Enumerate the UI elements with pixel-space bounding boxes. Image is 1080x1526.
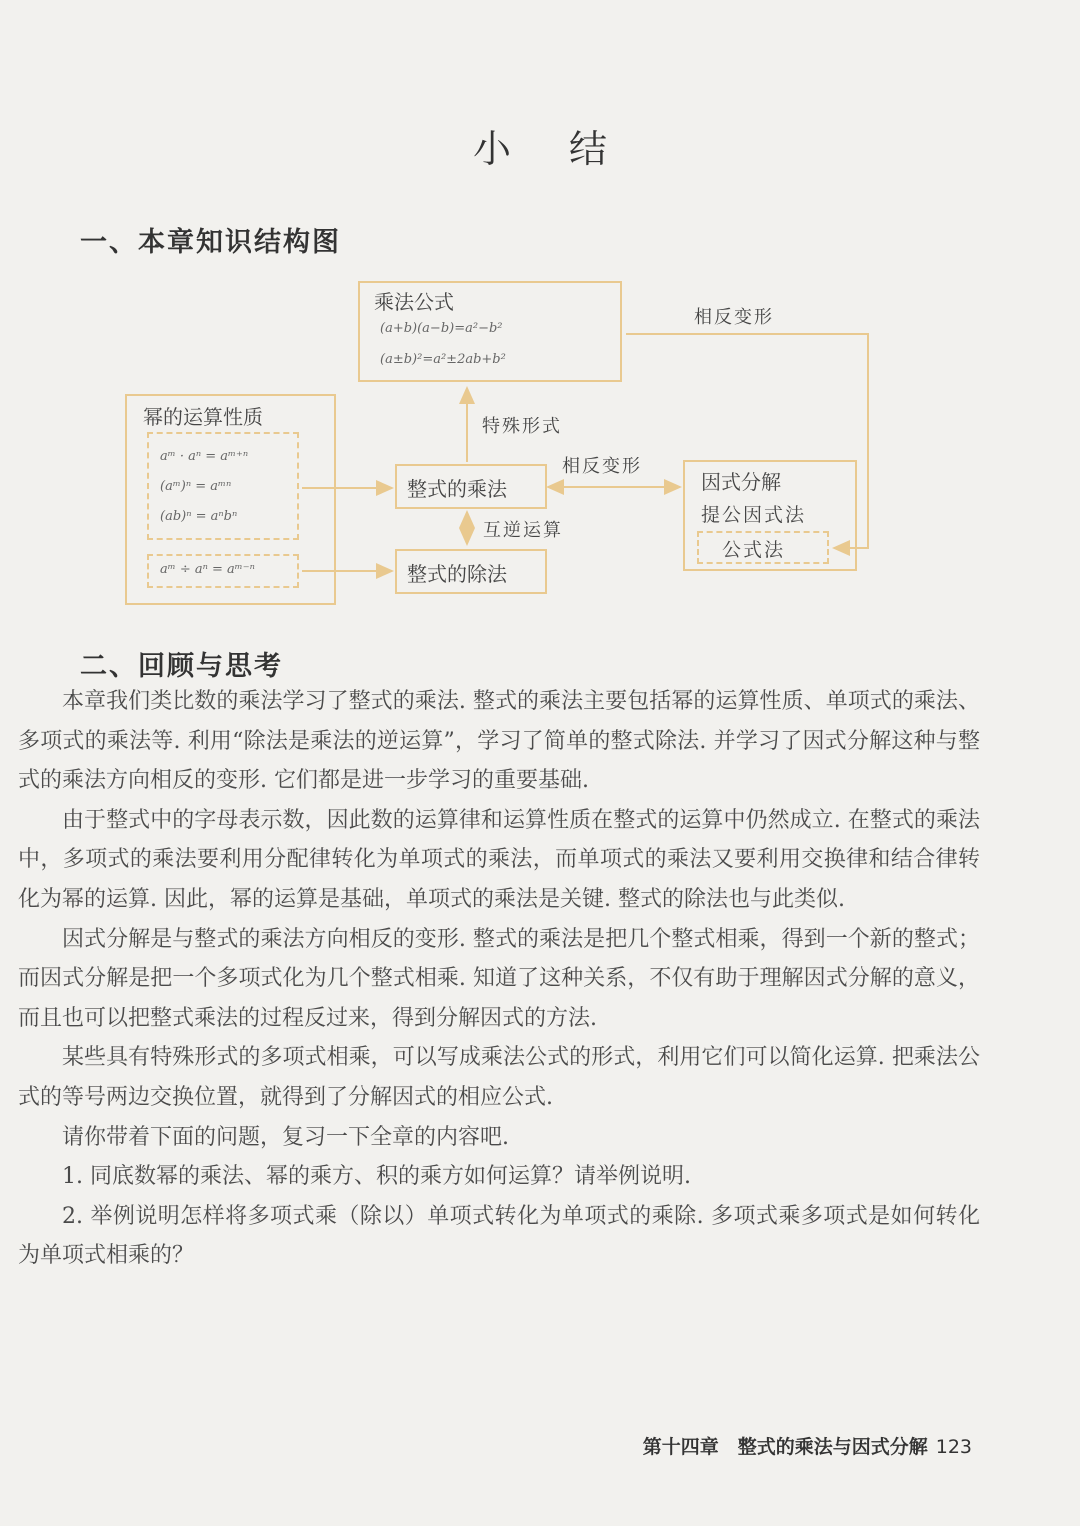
- label-reverse-transform-top: 相反变形: [694, 307, 774, 328]
- formula-power-of-product: (ab)ⁿ = aⁿbⁿ: [160, 509, 238, 524]
- page-number: 123: [935, 1436, 972, 1458]
- paragraph: 某些具有特殊形式的多项式相乘，可以写成乘法公式的形式，利用它们可以简化运算. 把乘法公式的等号两边交换位置，就得到了分解因式的相应公式.: [18, 1045, 980, 1110]
- section-heading-review: 二、回顾与思考: [80, 651, 283, 682]
- question-item: 1. 同底数幂的乘法、幂的乘方、积的乘方如何运算？请举例说明.: [62, 1164, 691, 1190]
- poly-div-label: 整式的除法: [407, 562, 507, 586]
- label-reverse-transform-mid: 相反变形: [562, 456, 642, 477]
- formula-perfect-square: (a±b)²=a²±2ab+b²: [380, 352, 506, 367]
- factorization-method-formula: 公式法: [722, 539, 786, 561]
- page-footer: [643, 1432, 972, 1459]
- question-item: 2. 举例说明怎样将多项式乘（除以）单项式转化为单项式的乘除. 多项式乘多项式是如何转化为单项式相乘的？: [18, 1203, 980, 1269]
- page-title: 小结: [472, 127, 665, 171]
- power-props-title: 幂的运算性质: [143, 405, 263, 429]
- poly-mult-label: 整式的乘法: [407, 477, 507, 501]
- paragraph: 请你带着下面的问题，复习一下全章的内容吧.: [62, 1124, 509, 1150]
- factorization-title: 因式分解: [701, 470, 781, 494]
- formula-same-base: aᵐ · aⁿ = aᵐ⁺ⁿ: [160, 449, 249, 464]
- label-inverse-operation: 互逆运算: [483, 520, 563, 541]
- mult-formula-title: 乘法公式: [374, 290, 454, 314]
- section-heading-structure: 一、本章知识结构图: [80, 227, 341, 258]
- label-special-form: 特殊形式: [482, 416, 562, 437]
- factorization-method-common-factor: 提公因式法: [701, 504, 807, 526]
- paragraph: 因式分解是与整式的乘法方向相反的变形. 整式的乘法是把几个整式相乘，得到一个新的整式；而因式分解是把一个多项式化为几个整式相乘. 知道了这种关系，不仅有助于理解因式分解的意义，而且也可以把整式乘法的过程反过来，得到分解因式的方法.: [18, 926, 980, 1031]
- chapter-title: 第十四章 整式的乘法与因式分解: [642, 1436, 928, 1458]
- formula-same-base-division: aᵐ ÷ aⁿ = aᵐ⁻ⁿ: [160, 562, 255, 577]
- formula-diff-squares: (a+b)(a−b)=a²−b²: [380, 321, 503, 336]
- formula-power-of-power: (aᵐ)ⁿ = aᵐⁿ: [160, 479, 232, 494]
- paragraph: 本章我们类比数的乘法学习了整式的乘法. 整式的乘法主要包括幂的运算性质、单项式的乘法、多项式的乘法等. 利用“除法是乘法的逆运算”，学习了简单的整式除法. 并学习了因式分解这种与整式的乘法方向相反的变形. 它们都是进一步学习的重要基础.: [18, 689, 980, 794]
- review-body: [18, 682, 980, 1276]
- paragraph: 由于整式中的字母表示数，因此数的运算律和运算性质在整式的运算中仍然成立. 在整式的乘法中，多项式的乘法要利用分配律转化为单项式的乘法，而单项式的乘法又要利用交换律和结合律转化为幂的运算. 因此，幂的运算是基础，单项式的乘法是关键. 整式的除法也与此类似.: [18, 807, 980, 912]
